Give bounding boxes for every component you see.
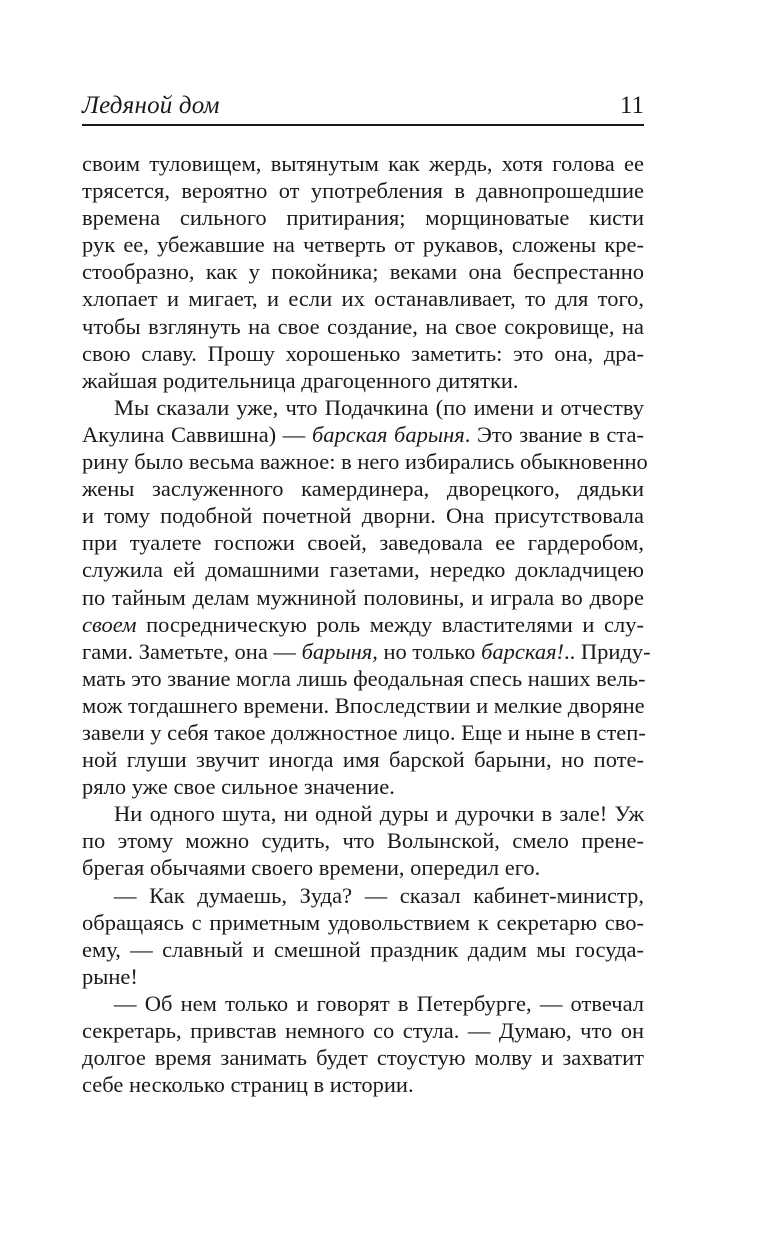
text-line	[82, 1017, 644, 1044]
body-text	[82, 150, 651, 1098]
text-run: хлопает и мигает, и если их останавливает, то для того,	[82, 286, 644, 312]
text-run: мож тогдашнего времени. Впоследствии и мелкие дворяне	[82, 692, 645, 718]
text-run: жайшая родительница драгоценного дитятки.	[82, 367, 519, 393]
text-line	[82, 665, 644, 692]
text-run: ной глуши звучит иногда имя барской барыни, но поте-	[82, 747, 644, 773]
text-line	[82, 448, 648, 475]
text-run: своим туловищем, вытянутым как жердь, хотя голова ее	[82, 151, 644, 176]
text-run: по этому можно судить, что Волынской, смело прене-	[82, 828, 644, 854]
text-run: времена сильного притирания; морщиноватые кисти	[82, 205, 644, 231]
text-run: и тому подобной почетной дворни. Она присутствовала	[82, 503, 644, 529]
text-run: посредническую роль между властителями и слу-	[136, 611, 644, 637]
text-line	[82, 692, 644, 719]
text-run: мать это звание могла лишь феодальная спесь наших вель-	[82, 665, 646, 691]
text-run: ряло уже свое сильное значение.	[82, 774, 395, 800]
text-run: рук ее, убежавшие на четверть от рукавов, сложены кре-	[82, 232, 644, 258]
text-line	[82, 367, 644, 394]
text-line	[82, 611, 644, 638]
text-line	[82, 1044, 644, 1071]
text-run: гами. Заметьте, она —	[82, 638, 302, 664]
text-line	[82, 773, 644, 800]
text-line	[82, 421, 644, 448]
page-header	[82, 88, 644, 126]
text-run: ему, — славный и смешной праздник дадим мы госуда-	[82, 936, 644, 962]
text-run: свою славу. Прошу хорошенько заметить: это она, дра-	[82, 340, 644, 366]
text-line	[82, 936, 644, 963]
text-line	[82, 340, 644, 367]
text-run: стообразно, как у покойника; веками она беспрестанно	[82, 259, 644, 285]
text-line	[82, 529, 644, 556]
italic-text: барская!	[481, 638, 565, 664]
text-run: жены заслуженного камердинера, дворецкого, дядьки	[82, 476, 644, 502]
text-run: .. Приду-	[564, 638, 651, 664]
text-line	[82, 854, 644, 881]
text-line	[82, 990, 644, 1017]
text-run: . Это звание в ста-	[464, 421, 645, 447]
text-line	[82, 285, 644, 312]
text-run: секретарь, привстав немного со стула. — Думаю, что он	[82, 1018, 644, 1043]
text-run: по тайным делам мужниной половины, и играла во дворе	[82, 584, 644, 610]
text-line	[82, 827, 644, 854]
text-line	[82, 502, 644, 529]
text-line	[82, 719, 644, 746]
text-run: себе несколько страниц в истории.	[82, 1072, 414, 1098]
italic-text: своем	[82, 611, 137, 637]
text-run: — Как думаешь, Зуда? — сказал кабинет-министр,	[114, 882, 644, 908]
text-run: рину было весьма важное: в него избирались обыкновенно	[82, 449, 648, 475]
text-run: рыне!	[82, 963, 138, 989]
text-line	[82, 258, 644, 285]
text-run: при туалете госпожи своей, заведовала ее гардеробом,	[82, 530, 644, 556]
text-run: Ни одного шута, ни одной дуры и дурочки в зале! Уж	[114, 801, 644, 827]
text-line	[82, 882, 644, 909]
italic-text: барская барыня	[311, 421, 465, 447]
text-line	[82, 584, 644, 611]
page-number: 11	[619, 92, 644, 119]
text-run: долгое время занимать будет стоустую молву и захватит	[82, 1045, 644, 1071]
text-run: Акулина Саввишна) —	[82, 421, 312, 447]
text-run: брегая обычаями своего времени, опередил его.	[82, 855, 541, 881]
text-line	[82, 909, 644, 936]
text-line	[82, 746, 644, 773]
text-run: завели у себя такое должностное лицо. Еще и ныне в степ-	[82, 719, 646, 745]
text-run: чтобы взглянуть на свое создание, на свое сокровище, на	[82, 313, 644, 339]
text-run: — Об нем только и говорят в Петербурге, — отвечал	[114, 990, 644, 1016]
text-line	[82, 556, 644, 583]
text-line	[82, 800, 644, 827]
text-line	[82, 313, 644, 340]
text-line	[82, 1071, 644, 1098]
text-run: служила ей домашними газетами, нередко докладчицею	[82, 557, 644, 583]
text-line	[82, 475, 644, 502]
text-run: но только	[377, 638, 482, 664]
text-run: обращаясь с приметным удовольствием к секретарю сво-	[82, 909, 644, 935]
text-line	[82, 150, 644, 177]
text-run: Мы сказали уже, что Подачкина (по имени и отчеству	[114, 394, 644, 420]
text-line	[82, 177, 644, 204]
text-line	[82, 204, 644, 231]
text-line	[82, 231, 644, 258]
running-title: Ледяной дом	[82, 92, 220, 119]
text-run: трясется, вероятно от употребления в давнопрошедшие	[82, 178, 644, 204]
text-line	[82, 638, 651, 665]
italic-text: барыня,	[301, 638, 378, 664]
text-line	[82, 963, 644, 990]
text-line	[82, 394, 644, 421]
